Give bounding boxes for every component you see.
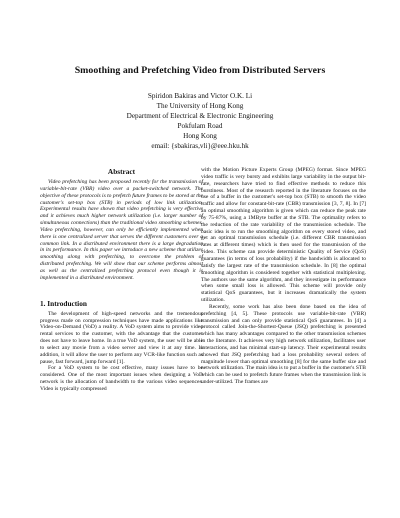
intro-paragraph-3: with the Motion Picture Experts Group (MPEG) format. Since MPEG video traffic is very bursty and exhibits large variability in the output bit-rate, researchers have tried to find effective methods to reduce this burstiness. Most of the research reported in the literature focuses on the use of a buffer in the customer's set-top box (STB) to smooth the video traffic and allow for constant-bit-rate (CBR) transmission [3, 7, 8]. In [7] an optimal smoothing algorithm is given which can reduce the peak rate by 75-87%, using a 1MByte buffer at the STB. The optimality refers to the reduction of the rate variability of the transmission schedule. The basic idea is to run the smoothing algorithm on every stored video, and get an optimal transmission schedule (i.e. different CBR transmission rates at different times) which is then used for the transmission of the video. This scheme can provide deterministic Quality of Service (QoS) guarantees (in terms of loss probability) if the bandwidth is allocated to satisfy the largest rate of the transmission schedule. In [8] the optimal smoothing algorithm is considered together with statistical multiplexing. The authors use the same algorithm, and they investigate its performance when some small loss is allowed. This scheme will provide only statistical QoS guarantees, but it increases dramatically the system utilization. <box>201 167 366 304</box>
introduction-heading: 1. Introduction <box>40 298 87 308</box>
abstract-heading: Abstract <box>107 167 136 176</box>
address-city: Hong Kong <box>183 132 217 141</box>
intro-paragraph-2: For a VoD system to be cost effective, many issues have to be considered. One of the most important issues when designing a VoD network is the allocation of bandwidth to the various video sequences. Video is typically compressed <box>40 365 203 392</box>
intro-paragraph-1: The development of high-speed networks and the tremendous progress made on compression techniques have made applications like Video-on-Demand (VoD) a reality. A VoD system aims to provide video rental services to the customer, with the advantage that the customer does not have to leave home. In a true VoD system, the user will be able to select any movie from a video server and view it at any time. In addition, it will allow the user to perform any VCR-like function such as pause, fast forward, jump forward [1]. <box>40 310 203 365</box>
address-street: Pokfulam Road <box>177 122 223 131</box>
intro-paragraph-4: Recently, some work has also been done based on the idea of prefetching [4, 5]. These protocols use variable-bit-rate (VBR) transmission and can only provide statistical QoS guarantees. In [4] a protocol called Join-the-Shortest-Queue (JSQ) prefetching is presented which has many advantages compared to the other transmission schemes in the literature. It achieves very high network utilization, facilitates user interactions, and has minimal start-up latency. Their experimental results showed that JSQ prefetching had a loss probability several orders of magnitude lower than optimal smoothing [8] for the same buffer size and network utilization. The main idea is to put a buffer in the customer's STB which can be used to prefetch future frames when the transmission link is under-utilized. The frames are <box>201 303 366 386</box>
right-column <box>201 167 366 386</box>
author-block <box>0 91 400 152</box>
author-names: Spiridon Bakiras and Victor O.K. Li <box>147 92 253 100</box>
paper-title: Smoothing and Prefetching Video from Distributed Servers <box>74 65 326 76</box>
left-column <box>40 167 203 393</box>
affiliation-university: The University of Hong Kong <box>156 102 244 111</box>
author-email: email: {sbakiras,vli}@eee.hku.hk <box>151 142 249 151</box>
affiliation-department: Department of Electrical & Electronic Engineering <box>126 112 274 121</box>
abstract-text: Video prefetching has been proposed recently for the transmission of variable-bit-rate (VBR) video over a packet-switched network. The objective of these protocols is to prefetch future frames to be stored at the customer's set-top box (STB) in periods of low link utilization. Experimental results have shown that video prefetching is very effective and it achieves much higher network utilization (i.e. larger number of simultaneous connections) than the traditional video smoothing schemes. Video prefetching, however, can only be efficiently implemented when there is one centralized server that serves the different customers over a common link. In a distributed environment there is a large degradation in its performance. In this paper we introduce a new scheme that utilizes smoothing along with prefetching, to overcome the problem of distributed prefetching. We will show that our scheme performs almost as well as the centralized prefetching protocol even though it is implemented in a distributed environment. <box>40 179 203 281</box>
